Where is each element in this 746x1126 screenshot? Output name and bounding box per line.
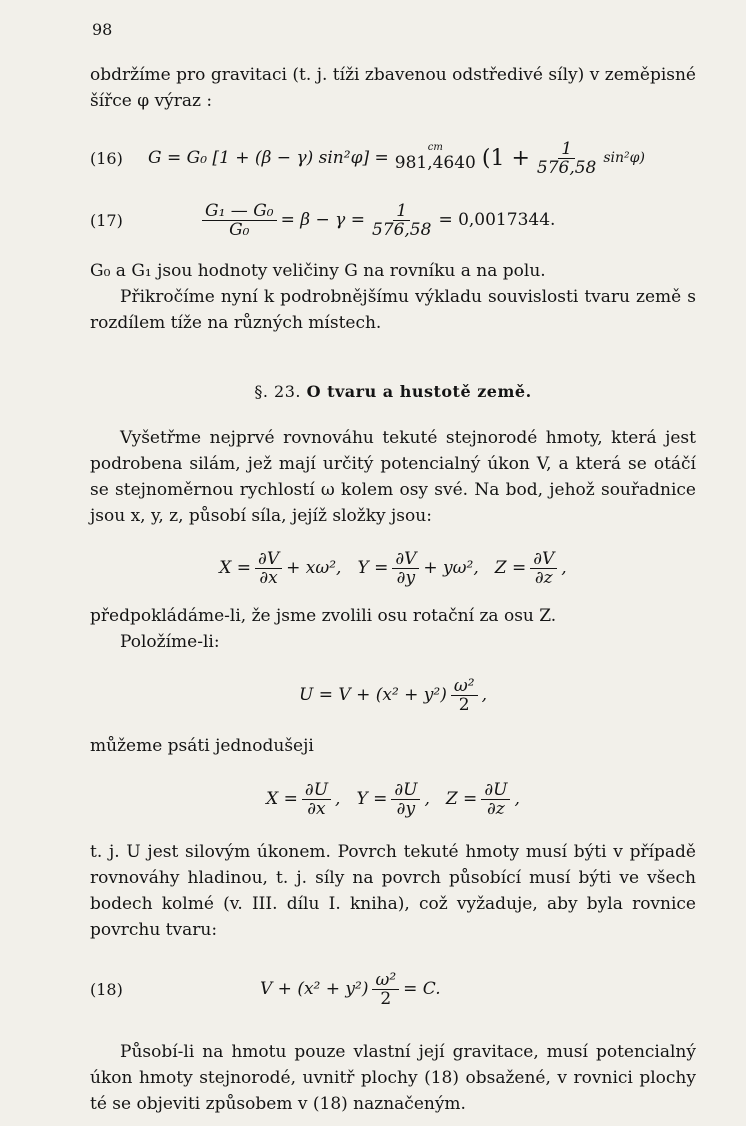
force-y-lhs: Y = (357, 558, 389, 578)
force-x-den: ∂x (259, 567, 278, 588)
equation-u-num: ω² (451, 677, 478, 696)
grad-x-den: ∂x (307, 798, 326, 819)
equation-gradient (90, 773, 696, 825)
equation-u-fraction (451, 677, 478, 714)
equation-18-lhs: V + (x² + y²) (260, 979, 369, 999)
force-y-fraction (392, 550, 419, 587)
equation-18-den: 2 (380, 988, 392, 1009)
grad-y-num: ∂U (391, 781, 420, 800)
force-z-tail: , (561, 558, 567, 578)
grad-y-lhs: Y = (356, 789, 388, 809)
grad-y-den: ∂y (396, 798, 416, 819)
force-z-fraction (530, 550, 557, 587)
paragraph-3: Působí-li na hmotu pouze vlastní její gravitace, musí potencialný úkon hmoty stejnorodé, uvnitř plochy (18) obsažené, v rovnici plochy té se objeviti způsobem v (18) naznačeným. (90, 1042, 696, 1114)
force-x-num: ∂V (255, 550, 282, 569)
grad-sep-2: , (424, 789, 430, 809)
force-y-num: ∂V (392, 550, 419, 569)
equation-16-lhs: G = G₀ [1 + (β − γ) sin²φ] = (148, 148, 389, 168)
transition-paragraph: Přikročíme nyní k podrobnějšímu výkladu souvislosti tvaru země s rozdílem tíže na různých místech. (90, 287, 696, 333)
section-title: O tvaru a hustotě země. (306, 382, 532, 401)
equation-u-body (299, 677, 487, 714)
grad-x-lhs: X = (266, 789, 298, 809)
force-z-num: ∂V (530, 550, 557, 569)
force-y-tail: + yω², (423, 558, 479, 578)
equation-17-result: = 0,0017344. (438, 210, 556, 230)
equation-16-fraction-den: 576,58 (536, 157, 597, 178)
equation-u-den: 2 (458, 694, 470, 715)
equation-17-fraction-2-num: 1 (393, 202, 410, 221)
equation-16-fraction-num: 1 (558, 140, 575, 159)
set-paragraph: Položíme-li: (120, 632, 220, 652)
force-z-den: ∂z (534, 567, 553, 588)
equation-18 (90, 963, 696, 1015)
force-x-lhs: X = (219, 558, 252, 578)
equation-17-fraction-1 (202, 202, 277, 239)
equation-18-num: ω² (372, 971, 399, 990)
equation-u-lhs: U = V + (x² + y²) (299, 685, 447, 705)
equation-16-value: 981,4640 (394, 153, 476, 173)
grad-z-num: ∂U (481, 781, 510, 800)
intro-paragraph: obdržíme pro gravitaci (t. j. tíži zbavenou odstředivé síly) v zeměpisné šířce φ výraz : (90, 65, 696, 111)
equation-16-value-group (395, 143, 476, 173)
equation-17-number: (17) (90, 210, 123, 230)
force-x-tail: + xω², (286, 558, 342, 578)
equation-17-fraction-2-den: 576,58 (371, 219, 432, 240)
grad-x-num: ∂U (302, 781, 331, 800)
equation-16-body (148, 140, 645, 177)
equation-forces (90, 543, 696, 593)
grad-z-den: ∂z (487, 798, 505, 819)
equation-17-fraction-1-den: G₀ (229, 219, 250, 240)
paragraph-1: Vyšetřme nejprvé rovnováhu tekuté stejnorodé hmoty, která jest podrobena silám, jež mají určitý potencialný úkon V, a která se otáčí se stejnoměrnou rychlostí ω kolem osy své. Na bod, jehož souřadnice jsou x, y, z, působí síla, jejíž složky jsou: (90, 428, 696, 526)
equation-18-rhs: = C. (403, 979, 441, 999)
grad-sep-1: , (335, 789, 341, 809)
equation-16-tail: sin²φ) (603, 150, 645, 166)
page-number: 98 (92, 20, 113, 39)
section-heading (90, 382, 696, 401)
equation-gradient-body (266, 781, 520, 818)
grad-z-fraction (481, 781, 510, 818)
equation-16-open: (1 + (481, 145, 530, 171)
equation-16-number: (16) (90, 148, 123, 168)
equation-18-number: (18) (90, 979, 123, 999)
equation-17-fraction-1-num: G₁ — G₀ (202, 202, 277, 221)
equation-forces-body (219, 550, 566, 587)
g0-g1-paragraph: G₀ a G₁ jsou hodnoty veličiny G na rovníku a na polu. (90, 261, 546, 281)
grad-y-fraction (391, 781, 420, 818)
equation-18-fraction (372, 971, 399, 1008)
equation-u (90, 669, 696, 721)
force-z-lhs: Z = (494, 558, 527, 578)
axis-paragraph: předpokládáme-li, že jsme zvolili osu rotační za osu Z. (90, 606, 557, 626)
equation-18-body (260, 971, 441, 1008)
simpler-paragraph: můžeme psáti jednodušeji (90, 736, 314, 756)
equation-16-unit: cm (427, 142, 443, 153)
equation-17-mid: = β − γ = (280, 210, 365, 230)
grad-x-fraction (302, 781, 331, 818)
grad-tail: , (514, 789, 520, 809)
equation-16-fraction (534, 140, 599, 177)
equation-17 (90, 194, 696, 246)
force-y-den: ∂y (396, 567, 416, 588)
section-number: §. 23. (254, 382, 301, 401)
force-x-fraction (255, 550, 282, 587)
equation-16 (90, 136, 696, 180)
equation-17-body (198, 202, 555, 239)
grad-z-lhs: Z = (445, 789, 478, 809)
paragraph-2: t. j. U jest silovým úkonem. Povrch tekuté hmoty musí býti v případě rovnováhy hladinou, t. j. síly na povrch působící musí býti ve všech bodech kolmé (v. III. dílu I. kniha), což vyžaduje, aby byla rovnice povrchu tvaru: (90, 842, 696, 940)
equation-17-fraction-2 (369, 202, 434, 239)
equation-u-tail: , (481, 685, 487, 705)
